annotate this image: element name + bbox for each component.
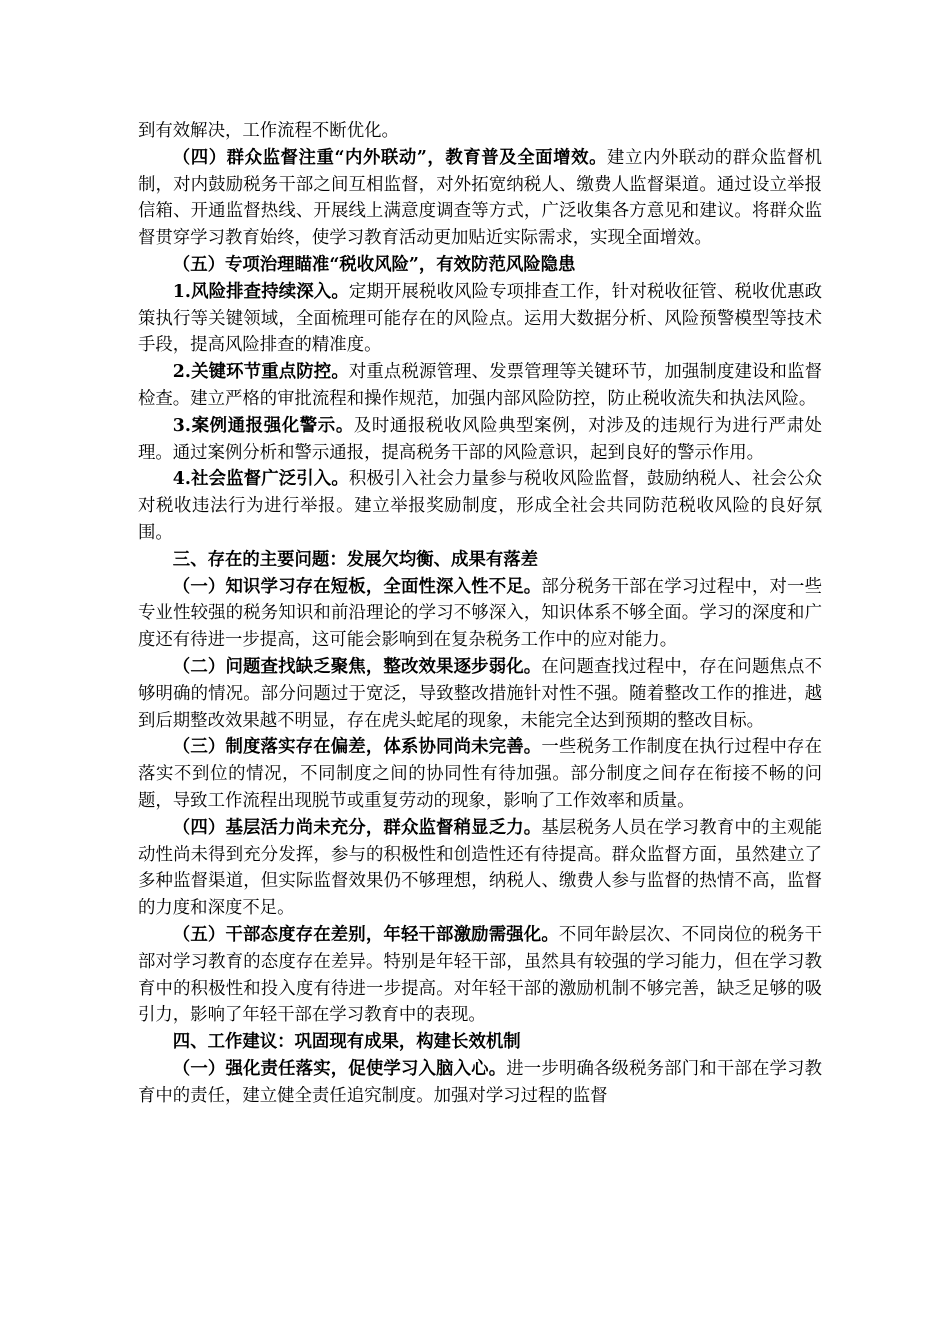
- paragraph-text: 定期开展税收风险专项排查工作，针对税收征管、税收优惠政策执行等关键领域，全面梳理可能存在的风险点。运用大数据分析、风险预警模型等技术手段，提高风险排查的精准度。: [138, 281, 822, 356]
- paragraph-text: 部分税务干部在学习过程中，对一些专业性较强的税务知识和前沿理论的学习不够深入，知识体系不够全面。学习的深度和广度还有待进一步提高，这可能会影响到在复杂税务工作中的应对能力。: [138, 576, 822, 651]
- paragraph-text: 在问题查找过程中，存在问题焦点不够明确的情况。部分问题过于宽泛，导致整改措施针对性不强。随着整改工作的推进，越到后期整改效果越不明显，存在虎头蛇尾的现象，未能完全达到预期的整改目标。: [138, 656, 822, 731]
- paragraph-text: 积极引入社会力量参与税收风险监督，鼓励纳税人、社会公众对税收违法行为进行举报。建立举报奖励制度，形成全社会共同防范税收风险的良好氛围。: [138, 469, 822, 543]
- paragraph-continuation: [138, 118, 822, 145]
- paragraph-grassroots-vitality: [138, 815, 822, 922]
- paragraph-lead: （五）干部态度存在差别，年轻干部激励需强化。: [172, 924, 559, 945]
- paragraph-knowledge-gaps: [138, 574, 822, 654]
- paragraph-lead: 1.风险排查持续深入。: [172, 281, 349, 302]
- paragraph-crowd-supervision: [138, 145, 822, 252]
- paragraph-lead: （四）群众监督注重“内外联动”，教育普及全面增效。: [172, 147, 608, 168]
- paragraph-text: 对重点税源管理、发票管理等关键环节，加强制度建设和监督检查。建立严格的审批流程和操作规范，加强内部风险防控，防止税收流失和执法风险。: [138, 362, 822, 409]
- paragraph-lead: 3.案例通报强化警示。: [172, 415, 354, 436]
- paragraph-lead: 2.关键环节重点防控。: [172, 362, 349, 383]
- paragraph-text: 基层税务人员在学习教育中的主观能动性尚未得到充分发挥，参与的积极性和创造性还有待提高。群众监督方面，虽然建立了多种监督渠道，但实际监督效果仍不够理想，纳税人、缴费人参与监督的热情不高，监督的力度和深度不足。: [138, 817, 822, 919]
- document-page: [138, 118, 822, 1109]
- paragraph-lead: （三）制度落实存在偏差，体系协同尚未完善。: [172, 737, 542, 758]
- paragraph-lead: （四）基层活力尚未充分，群众监督稍显乏力。: [172, 817, 542, 838]
- paragraph-cadre-attitude: [138, 922, 822, 1029]
- section-heading-four: 四、工作建议：巩固现有成果，构建长效机制: [172, 1032, 521, 1053]
- paragraph-system-implementation: [138, 734, 822, 814]
- paragraph-text: 一些税务工作制度在执行过程中存在落实不到位的情况，不同制度之间的协同性有待加强。部分制度之间存在衔接不畅的问题，导致工作流程出现脱节或重复劳动的现象，影响了工作效率和质量。: [138, 737, 822, 811]
- paragraph-lead: （二）问题查找缺乏聚焦，整改效果逐步弱化。: [172, 656, 542, 677]
- section-heading-five: （五）专项治理瞄准“税收风险”，有效防范风险隐患: [172, 254, 576, 275]
- paragraph-text: 建立内外联动的群众监督机制，对内鼓励税务干部之间互相监督，对外拓宽纳税人、缴费人监督渠道。通过设立举报信箱、开通监督热线、开展线上满意度调查等方式，广泛收集各方意见和建议。将群众监督贯穿学习教育始终，使学习教育活动更加贴近实际需求，实现全面增效。: [138, 147, 822, 249]
- paragraph-case-reports: [138, 413, 822, 467]
- paragraph-risk-screening: [138, 279, 822, 359]
- paragraph-text: 到有效解决，工作流程不断优化。: [138, 121, 399, 141]
- section-heading-three: 三、存在的主要问题：发展欠均衡、成果有落差: [172, 549, 539, 570]
- paragraph-key-links: [138, 359, 822, 413]
- paragraph-social-supervision: [138, 466, 822, 546]
- paragraph-text: 不同年龄层次、不同岗位的税务干部对学习教育的态度存在差异。特别是年轻干部，虽然具有较强的学习能力，但在学习教育中的积极性和投入度有待进一步提高。对年轻干部的激励机制不够完善，缺乏足够的吸引力，影响了年轻干部在学习教育中的表现。: [138, 924, 822, 1026]
- paragraph-problem-focus: [138, 654, 822, 734]
- paragraph-lead: 4.社会监督广泛引入。: [172, 469, 349, 490]
- paragraph-text: 及时通报税收风险典型案例，对涉及的违规行为进行严肃处理。通过案例分析和警示通报，提高税务干部的风险意识，起到良好的警示作用。: [138, 415, 822, 463]
- paragraph-responsibility: [138, 1056, 822, 1110]
- paragraph-lead: （一）强化责任落实，促使学习入脑入心。: [172, 1058, 507, 1079]
- paragraph-text: 进一步明确各级税务部门和干部在学习教育中的责任，建立健全责任追究制度。加强对学习过程的监督: [138, 1058, 822, 1106]
- paragraph-lead: （一）知识学习存在短板，全面性深入性不足。: [172, 576, 542, 597]
